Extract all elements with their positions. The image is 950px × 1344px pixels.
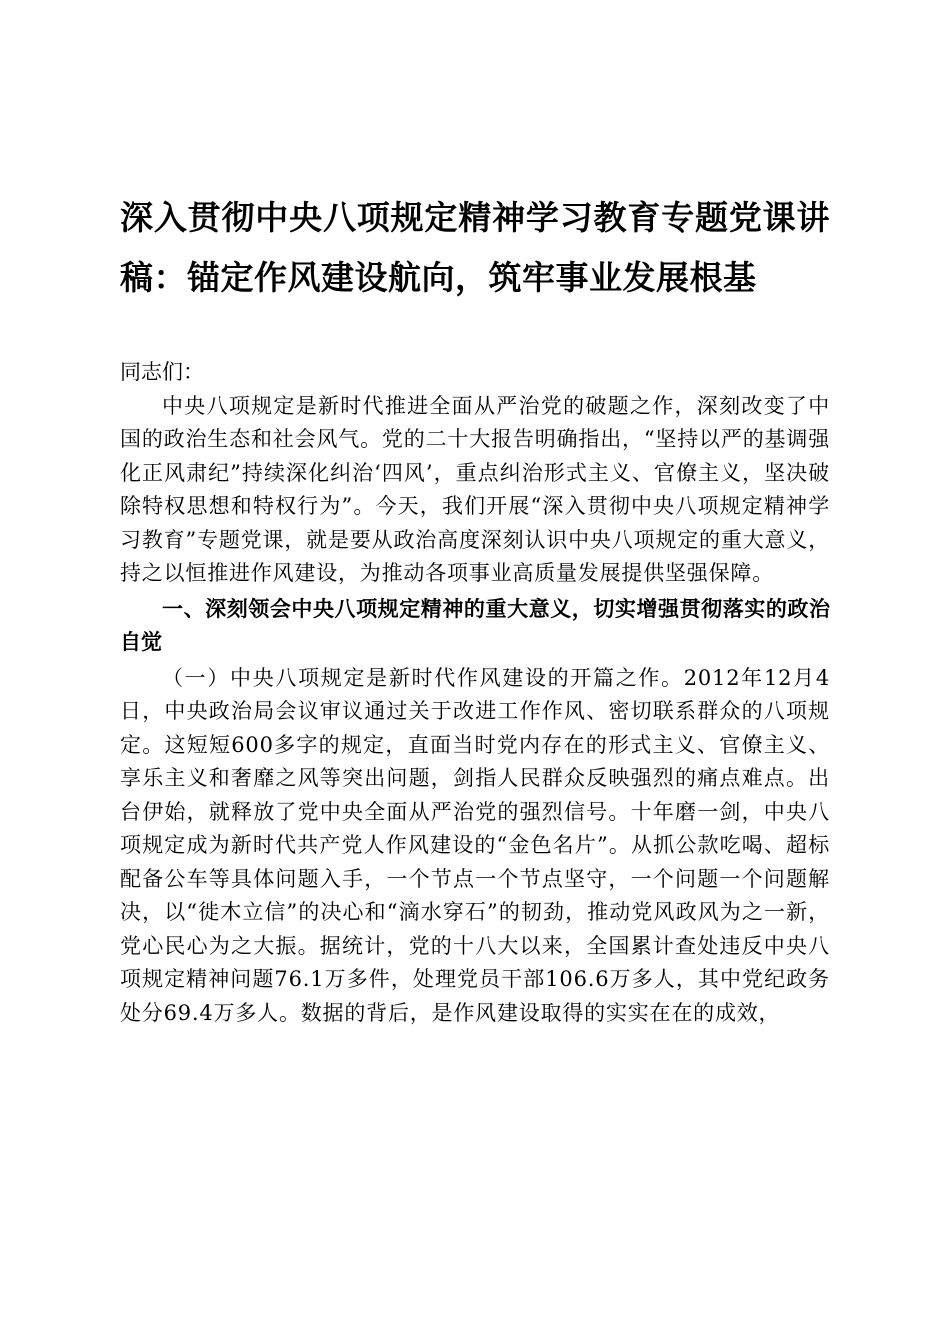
- section-paragraph: （一）中央八项规定是新时代作风建设的开篇之作。2012年12月4日，中央政治局会议审议通过关于改进工作作风、密切联系群众的八项规定。这短短600多字的规定，直面当时党内存在的形式主义、官僚主义、享乐主义和奢靡之风等突出问题，剑指人民群众反映强烈的痛点难点。出台伊始，就释放了党中央全面从严治党的强烈信号。十年磨一剑，中央八项规定成为新时代共产党人作风建设的“金色名片”。从抓公款吃喝、超标配备公车等具体问题入手，一个节点一个节点坚守，一个问题一个问题解决，以“徙木立信”的决心和“滴水穿石”的韧劲，推动党风政风为之一新，党心民心为之大振。据统计，党的十八大以来，全国累计查处违反中央八项规定精神问题76.1万多件，处理党员干部106.6万多人，其中党纪政务处分69.4万多人。数据的背后，是作风建设取得的实实在在的成效，: [120, 665, 830, 1025]
- intro-paragraph: 中央八项规定是新时代推进全面从严治党的破题之作，深刻改变了中国的政治生态和社会风气。党的二十大报告明确指出，“坚持以严的基调强化正风肃纪”持续深化纠治‘四风’，重点纠治形式主义、官僚主义，坚决破除特权思想和特权行为”。今天，我们开展“深入贯彻中央八项规定精神学习教育”专题党课，就是要从政治高度深刻认识中央八项规定的重大意义，持之以恒推进作风建设，为推动各项事业高质量发展提供坚强保障。: [120, 393, 830, 585]
- document-title: 深入贯彻中央八项规定精神学习教育专题党课讲稿：锚定作风建设航向，筑牢事业发展根基: [120, 198, 830, 297]
- salutation: 同志们：: [120, 360, 204, 384]
- document-page: [120, 188, 830, 1030]
- section-heading: 一、深刻领会中央八项规定精神的重大意义，切实增强贯彻落实的政治自觉: [120, 596, 830, 654]
